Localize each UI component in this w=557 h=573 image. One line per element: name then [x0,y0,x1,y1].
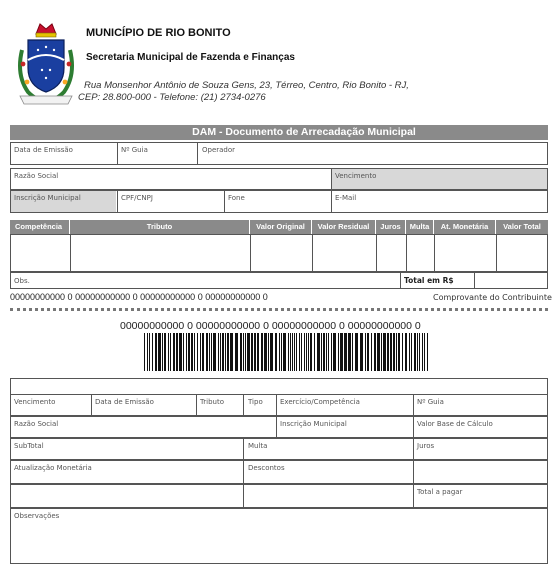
barcode-bar [222,333,224,371]
barcode-bar [383,333,386,371]
barcode-bar [235,333,238,371]
barcode-bar [164,333,166,371]
dam-barcode-number: 00000000000 0 00000000000 0 00000000000 0 00000000000 0 [10,292,268,302]
barcode-bar [254,333,256,371]
barcode-bar [367,333,369,371]
barcode-bar [422,333,423,371]
barcode-bar [352,333,353,371]
cut-line [10,308,548,311]
divider [70,234,71,272]
barcode-bar [301,333,302,371]
divider [243,438,244,460]
barcode-bar [306,333,307,371]
divider [276,416,277,438]
divider [243,394,244,416]
coat-of-arms-icon [14,20,78,106]
col-juros: Juros [376,220,406,234]
divider [434,234,435,272]
stub-multa-label: Multa [248,442,268,450]
stub-total-pagar-label: Total a pagar [417,488,463,496]
barcode-bar [390,333,392,371]
stub-atualizacao-label: Atualização Monetária [14,464,92,472]
barcode-bar [317,333,320,371]
stub-vencimento-label: Vencimento [14,398,56,406]
divider [413,416,414,438]
barcode-bar [144,333,145,371]
barcode-icon [144,333,430,371]
operador-label: Operador [202,146,236,154]
divider [243,460,244,484]
dam-title-bar [10,125,548,140]
stub-exercicio-label: Exercício/Competência [280,398,360,406]
obs-total-row [10,272,548,289]
barcode-bar [326,333,327,371]
barcode-bar [393,333,395,371]
divider [331,168,332,190]
barcode-bar [147,333,148,371]
barcode-bar [209,333,210,371]
inscricao-label: Inscrição Municipal [14,194,81,202]
barcode-bar [202,333,204,371]
barcode-bar [314,333,315,371]
barcode-bar [333,333,336,371]
barcode-bar [409,333,410,371]
stub-observacoes-box [10,508,548,564]
stub-valor-base-label: Valor Base de Cálculo [417,420,493,428]
stub-tributo-label: Tributo [200,398,224,406]
municipality-name: MUNICÍPIO DE RIO BONITO [86,27,231,39]
stub-numero-guia-label: Nº Guia [417,398,444,406]
stub-data-emissao-label: Data de Emissão [95,398,154,406]
barcode-bar [290,333,291,371]
barcode-bar [200,333,201,371]
barcode-bar [179,333,182,371]
barcode-bar [294,333,295,371]
barcode-bar [158,333,161,371]
stub-row-5 [10,484,548,508]
barcode-bar [176,333,178,371]
stub-barcode-number: 00000000000 0 00000000000 0 00000000000 0 00000000000 0 [120,320,421,332]
barcode-bar [245,333,246,371]
col-valor-residual: Valor Residual [312,220,376,234]
barcode-bar [365,333,366,371]
barcode-bar [191,333,193,371]
barcode-bar [338,333,339,371]
stub-descontos-label: Descontos [248,464,285,472]
barcode-bar [275,333,277,371]
divider [496,234,497,272]
barcode-bar [417,333,418,371]
divider [474,272,475,289]
barcode-bar [213,333,216,371]
col-multa: Multa [406,220,434,234]
obs-label: Obs. [14,277,30,285]
divider [197,142,198,165]
stub-inscricao-label: Inscrição Municipal [280,420,347,428]
numero-guia-label: Nº Guia [121,146,148,154]
barcode-bar [243,333,244,371]
barcode-bar [387,333,389,371]
barcode-bar [411,333,412,371]
col-valor-original: Valor Original [250,220,312,234]
barcode-bar [220,333,221,371]
barcode-bar [414,333,416,371]
barcode-bar [371,333,372,371]
barcode-bar [152,333,153,371]
col-competencia: Competência [10,220,70,234]
razao-social-label: Razão Social [14,172,59,180]
barcode-bar [292,333,293,371]
barcode-bar [283,333,286,371]
total-label: Total em R$ [404,276,454,285]
barcode-bar [270,333,273,371]
barcode-bar [427,333,428,371]
divider [243,484,244,508]
comprovante-label: Comprovante do Contribuinte [433,293,552,302]
divider [196,394,197,416]
barcode-bar [424,333,425,371]
vencimento-label: Vencimento [335,172,377,180]
col-at-monetaria: At. Monetária [434,220,496,234]
divider [413,484,414,508]
barcode-bar [348,333,351,371]
barcode-bar [344,333,347,371]
barcode-bar [218,333,219,371]
barcode-bar [299,333,300,371]
divider [413,460,414,484]
barcode-bar [188,333,190,371]
barcode-bar [168,333,169,371]
barcode-bar [227,333,229,371]
barcode-bar [186,333,187,371]
table-header [10,220,548,234]
stub-tipo-label: Tipo [248,398,263,406]
stub-juros-label: Juros [417,442,435,450]
barcode-bar [162,333,163,371]
barcode-bar [398,333,400,371]
barcode-bar [323,333,325,371]
barcode-bar [257,333,259,371]
address-line-1: Rua Monsenhor Antônio de Souza Gens, 23, Térreo, Centro, Rio Bonito - RJ, [84,80,409,91]
stub-row-3 [10,438,548,460]
barcode-bar [360,333,363,371]
barcode-bar [321,333,322,371]
col-valor-total: Valor Total [503,222,541,231]
divider [312,234,313,272]
col-tributo: Tributo [70,220,250,234]
barcode-bar [197,333,198,371]
barcode-bar [377,333,380,371]
barcode-bar [374,333,376,371]
barcode-bar [183,333,184,371]
barcode-bar [288,333,289,371]
barcode-bar [261,333,263,371]
barcode-bar [155,333,157,371]
barcode-bar [230,333,233,371]
barcode-bar [247,333,250,371]
barcode-bar [396,333,397,371]
divider [250,234,251,272]
barcode-bar [279,333,280,371]
table-body [10,234,548,272]
barcode-bar [331,333,332,371]
stub-razao-social-label: Razão Social [14,420,59,428]
barcode-bar [211,333,212,371]
divider [224,190,225,213]
barcode-bar [419,333,420,371]
divider [117,142,118,165]
barcode-bar [170,333,171,371]
barcode-bar [281,333,282,371]
divider [376,234,377,272]
barcode-bar [340,333,343,371]
barcode-bar [304,333,305,371]
barcode-bar [149,333,150,371]
stub-subtotal-label: SubTotal [14,442,44,450]
barcode-bar [268,333,269,371]
barcode-bar [405,333,407,371]
barcode-bar [206,333,208,371]
barcode-bar [240,333,242,371]
barcode-bar [173,333,175,371]
divider [400,272,401,289]
divider [276,394,277,416]
barcode-bar [264,333,267,371]
dam-row-1 [10,142,548,165]
barcode-bar [251,333,253,371]
barcode-bar [194,333,195,371]
barcode-bar [402,333,403,371]
divider [413,394,414,416]
barcode-bar [308,333,309,371]
barcode-bar [328,333,329,371]
divider [117,190,118,213]
divider [413,438,414,460]
stub-top-row [10,378,548,395]
secretariat-name: Secretaria Municipal de Fazenda e Finanças [86,52,295,63]
barcode-bar [225,333,226,371]
divider [406,234,407,272]
data-emissao-label: Data de Emissão [14,146,73,154]
stub-observacoes-label: Observações [14,512,60,520]
fone-label: Fone [228,194,245,202]
dam-title: DAM - Documento de Arrecadação Municipal [192,126,416,138]
barcode-bar [355,333,358,371]
barcode-bar [310,333,312,371]
address-line-2: CEP: 28.800-000 - Telefone: (21) 2734-0276 [78,92,266,103]
barcode-bar [296,333,297,371]
email-label: E-Mail [335,194,357,202]
divider [331,190,332,213]
cpf-cnpj-label: CPF/CNPJ [121,194,153,202]
divider [91,394,92,416]
barcode-bar [381,333,382,371]
